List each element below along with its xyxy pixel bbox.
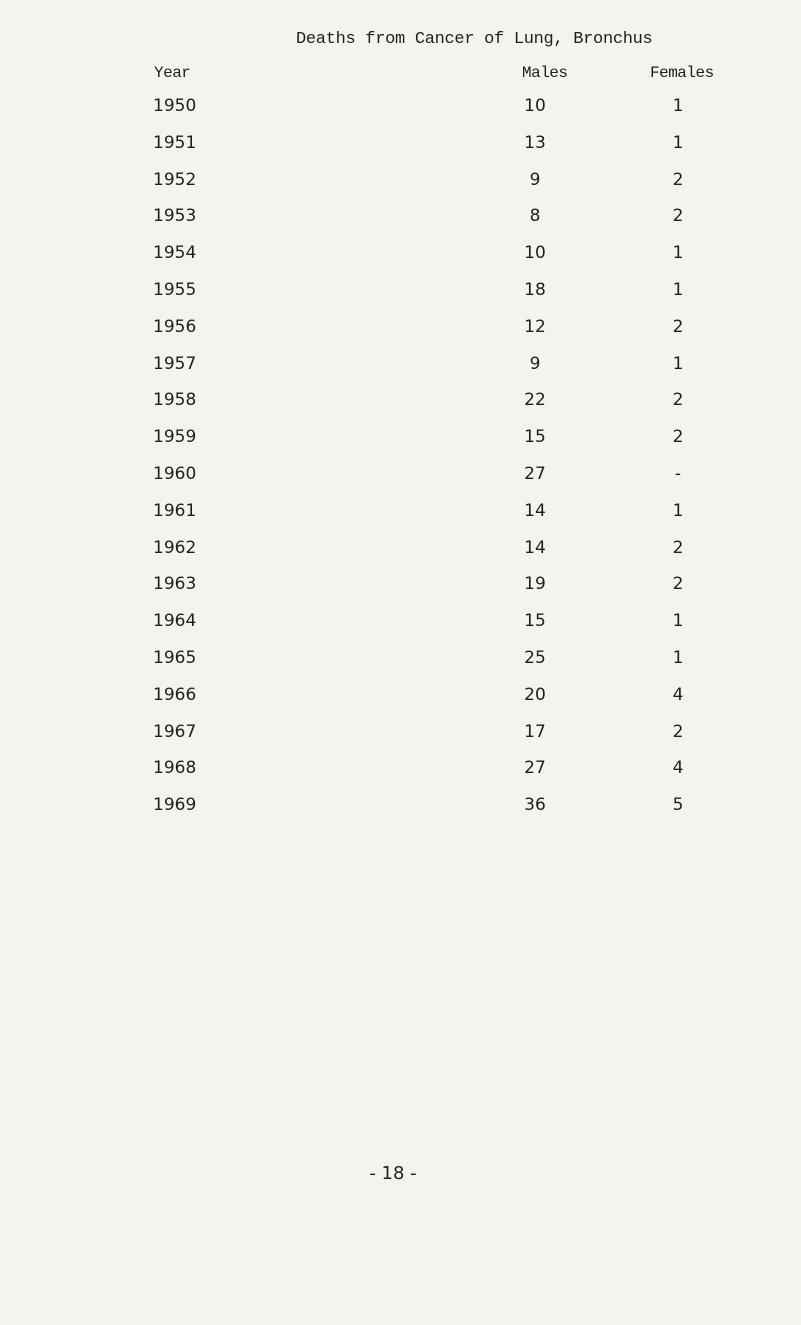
year-cell: 1969 xyxy=(153,795,197,816)
females-cell: 1 xyxy=(672,500,684,521)
females-cell: 2 xyxy=(672,574,684,595)
year-cell: 1953 xyxy=(153,206,197,227)
females-cell: 1 xyxy=(672,96,684,116)
year-cell: 1959 xyxy=(153,427,197,448)
males-cell: 27 xyxy=(524,758,546,779)
females-cell: 2 xyxy=(672,316,684,337)
table-row xyxy=(0,495,801,532)
females-cell: 1 xyxy=(672,243,684,264)
year-cell: 1961 xyxy=(153,500,197,521)
females-cell: 1 xyxy=(672,132,684,153)
females-cell: 4 xyxy=(672,758,684,779)
year-cell: 1960 xyxy=(153,463,197,484)
males-cell: 10 xyxy=(524,243,546,264)
year-cell: 1963 xyxy=(153,574,197,595)
females-cell: 1 xyxy=(672,279,684,300)
males-cell: 36 xyxy=(524,795,546,816)
table-row xyxy=(0,752,801,789)
page-title: Deaths from Cancer of Lung, Bronchus xyxy=(296,30,653,49)
males-cell: 15 xyxy=(524,611,546,632)
table-row xyxy=(0,789,801,826)
males-cell: 20 xyxy=(524,684,546,705)
table-row xyxy=(0,348,801,385)
year-cell: 1950 xyxy=(153,96,197,116)
females-cell: 2 xyxy=(672,169,684,190)
table-row xyxy=(0,532,801,569)
females-cell: 2 xyxy=(672,390,684,411)
males-cell: 12 xyxy=(524,316,546,337)
table-row xyxy=(0,605,801,642)
females-cell: 2 xyxy=(672,721,684,742)
males-cell: 19 xyxy=(524,574,546,595)
males-cell: 27 xyxy=(524,463,546,484)
year-cell: 1968 xyxy=(153,758,197,779)
table-row xyxy=(0,127,801,164)
year-cell: 1954 xyxy=(153,243,197,264)
table-row xyxy=(0,237,801,274)
males-cell: 14 xyxy=(524,500,546,521)
females-cell: 5 xyxy=(672,795,684,816)
males-cell: 22 xyxy=(524,390,546,411)
table-row xyxy=(0,716,801,753)
table-row xyxy=(0,384,801,421)
females-cell: 2 xyxy=(672,427,684,448)
column-header-year: Year xyxy=(154,64,191,82)
year-cell: 1966 xyxy=(153,684,197,705)
females-cell: 2 xyxy=(672,537,684,558)
year-cell: 1965 xyxy=(153,647,197,668)
table-row xyxy=(0,568,801,605)
males-cell: 9 xyxy=(529,353,541,374)
males-cell: 18 xyxy=(524,279,546,300)
males-cell: 17 xyxy=(524,721,546,742)
year-cell: 1956 xyxy=(153,316,197,337)
females-cell: 1 xyxy=(672,611,684,632)
table-row xyxy=(0,274,801,311)
males-cell: 15 xyxy=(524,427,546,448)
females-cell: - xyxy=(674,463,682,484)
year-cell: 1957 xyxy=(153,353,197,374)
females-cell: 2 xyxy=(672,206,684,227)
deaths-table xyxy=(0,90,801,826)
males-cell: 14 xyxy=(524,537,546,558)
year-cell: 1962 xyxy=(153,537,197,558)
table-row xyxy=(0,200,801,237)
table-row xyxy=(0,164,801,201)
males-cell: 25 xyxy=(524,647,546,668)
males-cell: 8 xyxy=(529,206,541,227)
table-row xyxy=(0,90,801,127)
table-row xyxy=(0,679,801,716)
year-cell: 1958 xyxy=(153,390,197,411)
column-header-females: Females xyxy=(650,64,714,82)
males-cell: 9 xyxy=(529,169,541,190)
table-row xyxy=(0,458,801,495)
year-cell: 1967 xyxy=(153,721,197,742)
males-cell: 10 xyxy=(524,96,546,116)
females-cell: 1 xyxy=(672,647,684,668)
year-cell: 1952 xyxy=(153,169,197,190)
females-cell: 4 xyxy=(672,684,684,705)
table-row xyxy=(0,642,801,679)
year-cell: 1955 xyxy=(153,279,197,300)
females-cell: 1 xyxy=(672,353,684,374)
year-cell: 1964 xyxy=(153,611,197,632)
column-header-males: Males xyxy=(522,64,568,82)
page-number: - 18 - xyxy=(369,1163,417,1184)
year-cell: 1951 xyxy=(153,132,197,153)
males-cell: 13 xyxy=(524,132,546,153)
table-row xyxy=(0,311,801,348)
table-row xyxy=(0,421,801,458)
